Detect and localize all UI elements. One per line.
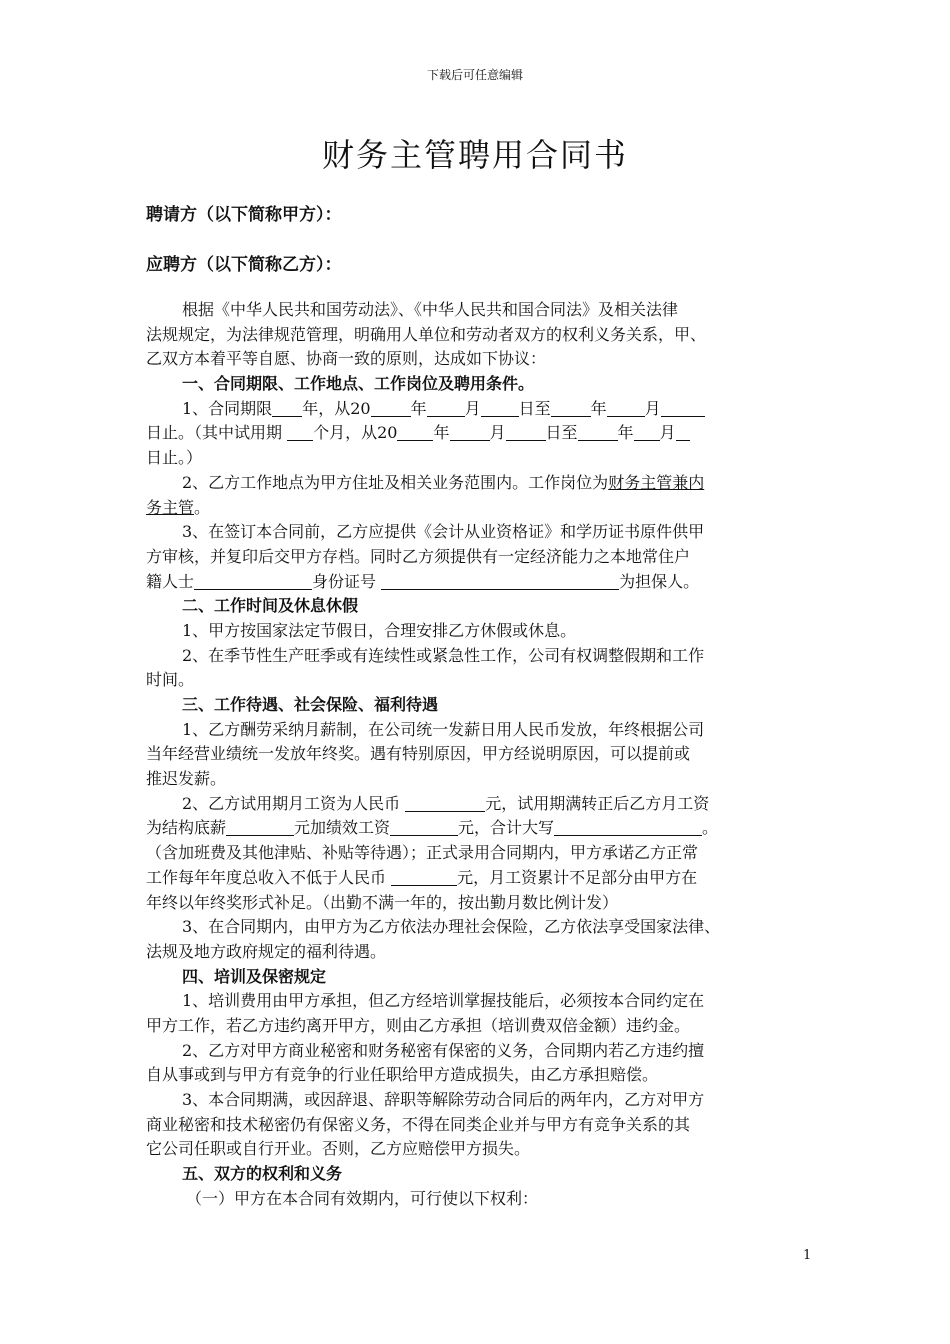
clause-line: 当年经营业绩统一发放年终奖。遇有特别原因，甲方经说明原因，可以提前或	[146, 744, 691, 764]
clause-text: 1、合同期限	[182, 398, 273, 418]
blank-probation-end-year	[578, 422, 618, 441]
page-number: 1	[803, 1248, 812, 1263]
clause-line: 3、在合同期内，由甲方为乙方依法办理社会保险，乙方依法享受国家法律、	[182, 917, 721, 937]
clause-line: （含加班费及其他津贴、补贴等待遇）；正式录用合同期内，甲方承诺乙方正常	[146, 843, 699, 863]
blank-probation-start-month	[450, 422, 490, 441]
clause-text: 。	[702, 818, 719, 838]
clause-line: 3、本合同期满，或因辞退、辞职等解除劳动合同后的两年内，乙方对甲方	[182, 1090, 705, 1109]
blank-end-day	[661, 398, 705, 417]
blank-years	[272, 398, 302, 417]
clause-text: 年，从20	[302, 398, 371, 418]
blank-annual-income	[391, 867, 457, 886]
clause-text: 。	[194, 497, 211, 517]
clause-line: 方审核，并复印后交甲方存档。同时乙方须提供有一定经济能力之本地常住户	[146, 546, 691, 566]
clause-text: 元，合计大写	[458, 818, 555, 838]
party-b-label: 应聘方（以下简称乙方）：	[146, 255, 342, 275]
clause-text: 籍人士	[146, 571, 195, 591]
contract-body	[146, 298, 814, 1211]
clause-line: 甲方工作，若乙方违约离开甲方，则由乙方承担（培训费双倍金额）违约金。	[146, 1015, 691, 1035]
clause-line	[146, 866, 814, 891]
clause-line: 法规及地方政府规定的福利待遇。	[146, 941, 387, 961]
clause-line: 商业秘密和技术秘密仍有保密义务，不得在同类企业并与甲方有竞争关系的其	[146, 1114, 691, 1134]
preamble-line: 根据《中华人民共和国劳动法》、《中华人民共和国合同法》及相关法律	[182, 300, 679, 319]
blank-probation-end-day	[676, 422, 690, 441]
section-heading-2: 二、工作时间及休息休假	[182, 596, 359, 616]
job-title: 财务主管兼内	[608, 472, 705, 492]
clause-line: 年终以年终奖形式补足。（出勤不满一年的，按出勤月数比例计发）	[146, 892, 619, 912]
clause-text: 为结构底薪	[146, 818, 227, 838]
clause-text: 年	[590, 398, 607, 418]
clause-text: 个月，从20	[313, 423, 398, 443]
blank-end-month	[607, 398, 645, 417]
clause-line	[146, 397, 814, 422]
clause-text: 身份证号	[312, 571, 377, 591]
section-heading-4: 四、培训及保密规定	[182, 966, 327, 986]
clause-text: 元，月工资累计不足部分由甲方在	[457, 867, 698, 887]
document-title: 财务主管聘用合同书	[321, 136, 628, 174]
blank-start-day	[481, 398, 519, 417]
clause-text: 月	[659, 423, 676, 443]
clause-line	[146, 792, 814, 817]
clause-text: 为担保人。	[619, 571, 700, 591]
blank-performance-pay	[390, 817, 458, 836]
clause-text: 工作每年年度总收入不低于人民币	[146, 867, 387, 887]
header-note: 下载后可任意编辑	[426, 68, 523, 82]
clause-text: 日至	[518, 398, 551, 418]
blank-probation-end-month	[634, 422, 660, 441]
clause-text: 月	[464, 398, 481, 418]
clause-line: 自从事或到与甲方有竞争的行业任职给甲方造成损失，由乙方承担赔偿。	[146, 1065, 659, 1085]
blank-end-year	[551, 398, 591, 417]
clause-line: 2、乙方对甲方商业秘密和财务秘密有保密的义务，合同期内若乙方违约擅	[182, 1040, 705, 1060]
section-heading-5: 五、双方的权利和义务	[182, 1164, 343, 1184]
clause-line: 日止。）	[146, 448, 203, 468]
clause-line	[146, 471, 814, 496]
clause-line: 1、培训费用由甲方承担，但乙方经培训掌握技能后，必须按本合同约定在	[182, 991, 705, 1011]
clause-line: 推迟发薪。	[146, 769, 227, 789]
clause-line	[146, 421, 814, 446]
blank-probation-start-year	[397, 422, 433, 441]
blank-guarantor-id	[381, 571, 619, 590]
clause-line: 2、在季节性生产旺季或有连续性或紧急性工作，公司有权调整假期和工作	[182, 645, 705, 665]
clause-line: 它公司任职或自行开业。否则，乙方应赔偿甲方损失。	[146, 1139, 531, 1159]
clause-line: 时间。	[146, 670, 195, 690]
clause-text: 年	[410, 398, 427, 418]
blank-guarantor-name	[194, 571, 312, 590]
section-heading-1: 一、合同期限、工作地点、工作岗位及聘用条件。	[182, 374, 535, 394]
clause-line	[146, 816, 814, 841]
clause-line: （一）甲方在本合同有效期内，可行使以下权利：	[186, 1188, 539, 1208]
clause-text: 2、乙方试用期月工资为人民币	[182, 793, 401, 813]
clause-text: 元，试用期满转正后乙方月工资	[485, 793, 710, 813]
preamble-line: 乙双方本着平等自愿、协商一致的原则，达成如下协议：	[146, 349, 547, 369]
blank-start-year	[371, 398, 411, 417]
blank-total-in-words	[554, 817, 702, 836]
clause-line	[146, 496, 814, 521]
clause-text: 年	[617, 423, 634, 443]
clause-text: 元加绩效工资	[294, 818, 391, 838]
blank-probation-months	[287, 422, 313, 441]
section-heading-3: 三、工作待遇、社会保险、福利待遇	[182, 695, 439, 714]
clause-text: 月	[489, 423, 506, 443]
blank-probation-salary	[405, 793, 485, 812]
clause-text: 日至	[545, 423, 578, 443]
clause-line: 3、在签订本合同前，乙方应提供《会计从业资格证》和学历证书原件供甲	[182, 522, 705, 542]
clause-text: 年	[433, 423, 450, 443]
clause-line: 1、乙方酬劳采纳月薪制，在公司统一发薪日用人民币发放，年终根据公司	[182, 719, 705, 739]
preamble-line: 法规规定，为法律规范管理，明确用人单位和劳动者双方的权利义务关系，甲、	[146, 324, 707, 344]
party-a-label: 聘请方（以下简称甲方）：	[146, 205, 342, 225]
clause-text: 2、乙方工作地点为甲方住址及相关业务范围内。工作岗位为	[182, 472, 609, 492]
clause-line	[146, 570, 814, 595]
blank-start-month	[427, 398, 465, 417]
job-title: 务主管	[146, 497, 195, 517]
clause-text: 日止。（其中试用期	[146, 423, 283, 443]
blank-base-salary	[226, 817, 294, 836]
blank-probation-start-day	[506, 422, 546, 441]
clause-line: 1、甲方按国家法定节假日，合理安排乙方休假或休息。	[182, 620, 577, 640]
clause-text: 月	[644, 398, 661, 418]
